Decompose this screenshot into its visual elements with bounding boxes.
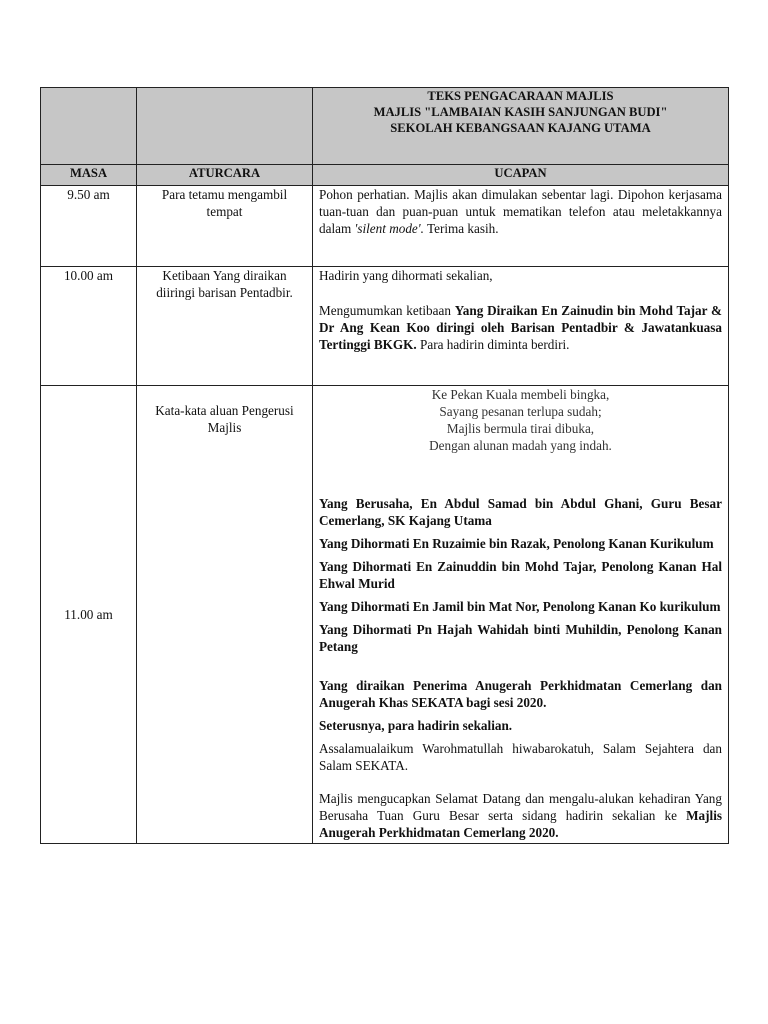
program-table — [40, 87, 729, 844]
pantun-verse — [319, 386, 722, 454]
speech-text: Mengumumkan ketibaan — [319, 303, 455, 318]
speech-paragraph: Hadirin yang dihormati sekalian, — [319, 268, 493, 283]
closing-text: Majlis mengucapkan Selamat Datang dan mengalu-alukan kehadiran Yang Berusaha Tuan Guru Besar serta sidang hadirin sekalian ke — [319, 791, 722, 823]
title-line: MAJLIS "LAMBAIAN KASIH SANJUNGAN BUDI" — [373, 105, 668, 119]
speech-cell — [313, 186, 729, 267]
guest-name: Yang Dihormati En Ruzaimie bin Razak, Penolong Kanan Kurikulum — [319, 536, 714, 551]
speech-cell — [313, 267, 729, 386]
time-cell: 11.00 am — [41, 386, 137, 844]
closing-paragraph — [319, 790, 722, 843]
speech-paragraph — [319, 186, 722, 237]
audience-greeting — [319, 717, 722, 734]
header-title-row — [41, 88, 729, 165]
guest-greeting — [319, 495, 722, 529]
agenda-cell: Ketibaan Yang diraikan diiringi barisan Pentadbir. — [137, 267, 313, 386]
column-header-masa: MASA — [41, 165, 137, 186]
guest-greeting — [319, 598, 722, 615]
pantun-line: Dengan alunan madah yang indah. — [429, 438, 612, 453]
speech-bold-text: Yang Diraikan En Zainudin bin Mohd Tajar & Dr Ang Kean Koo diringi oleh Barisan Pentadbir & Jawatankuasa Tertinggi BKGK. — [319, 303, 722, 352]
time-cell: 10.00 am — [41, 267, 137, 386]
agenda-cell: Para tetamu mengambil tempat — [137, 186, 313, 267]
speech-cell — [313, 386, 729, 844]
audience-text: Seterusnya, para hadirin sekalian. — [319, 718, 513, 733]
guest-greeting — [319, 558, 722, 592]
agenda-cell: Kata-kata aluan Pengerusi Majlis — [137, 386, 313, 844]
table-row — [41, 267, 729, 386]
column-header-aturcara: ATURCARA — [137, 165, 313, 186]
closing-bold-text: Majlis Anugerah Perkhidmatan Cemerlang 2020. — [319, 808, 722, 840]
speech-text: Terima kasih. — [423, 221, 499, 236]
column-header-row — [41, 165, 729, 186]
time-cell: 9.50 am — [41, 186, 137, 267]
title-line: TEKS PENGACARAAN MAJLIS — [427, 89, 614, 103]
column-header-ucapan: UCAPAN — [313, 165, 729, 186]
guest-name: Yang Dihormati En Jamil bin Mat Nor, Penolong Kanan Ko kurikulum — [319, 599, 721, 614]
pantun-line: Ke Pekan Kuala membeli bingka, — [431, 387, 610, 402]
recipients-greeting — [319, 677, 722, 711]
pantun-line: Sayang pesanan terlupa sudah; — [439, 404, 602, 419]
speech-paragraph — [319, 302, 722, 353]
guest-greeting — [319, 535, 722, 552]
title-line: SEKOLAH KEBANGSAAN KAJANG UTAMA — [390, 121, 651, 135]
pantun-line: Majlis bermula tirai dibuka, — [446, 421, 595, 436]
header-blank-cell — [137, 88, 313, 165]
speech-text: Para hadirin diminta berdiri. — [416, 337, 570, 352]
table-row — [41, 386, 729, 844]
speech-italic-text: 'silent mode'. — [354, 221, 424, 236]
guest-name: Yang Dihormati Pn Hajah Wahidah binti Muhildin, Penolong Kanan Petang — [319, 622, 722, 654]
recipients-text: Yang diraikan Penerima Anugerah Perkhidmatan Cemerlang dan Anugerah Khas SEKATA bagi sesi 2020. — [319, 678, 722, 710]
table-row — [41, 186, 729, 267]
guest-name: Yang Dihormati En Zainuddin bin Mohd Tajar, Penolong Kanan Hal Ehwal Murid — [319, 559, 722, 591]
guest-name: Yang Berusaha, En Abdul Samad bin Abdul Ghani, Guru Besar Cemerlang, SK Kajang Utama — [319, 496, 722, 528]
document-title — [313, 88, 729, 165]
guest-greeting — [319, 621, 722, 655]
salam-paragraph: Assalamualaikum Warohmatullah hiwabarokatuh, Salam Sejahtera dan Salam SEKATA. — [319, 741, 722, 773]
speech-text: Pohon perhatian. Majlis akan dimulakan sebentar lagi. Dipohon kerjasama tuan-tuan dan puan-puan untuk mematikan telefon atau meletakkannya dalam — [319, 187, 722, 236]
header-blank-cell — [41, 88, 137, 165]
